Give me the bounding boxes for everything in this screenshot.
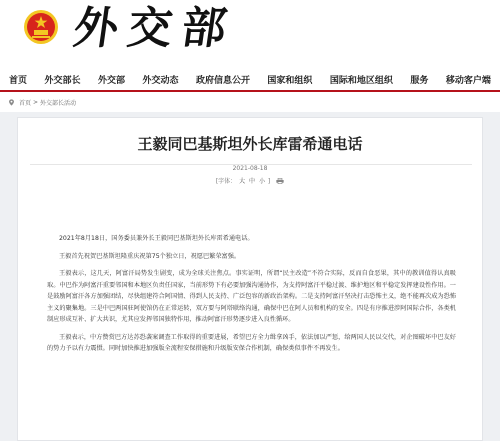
article-paragraph-1: 2021年8月18日，国务委员兼外长王毅同巴基斯坦外长库雷希通电话。 bbox=[59, 235, 254, 242]
nav-item-intl-orgs[interactable]: 国际和地区组织 bbox=[329, 76, 393, 86]
font-size-label: [字体： bbox=[215, 178, 237, 185]
font-size-end: ] bbox=[267, 178, 271, 185]
font-size-large[interactable]: 大 bbox=[239, 178, 246, 185]
nav-item-home[interactable]: 首页 bbox=[9, 76, 28, 86]
article-paragraph-3: 王毅表示，这几天，阿富汗局势发生剧变，成为全球关注焦点。事实证明，所谓“民主改造”不符合实际，反而自食恶果，其中的教训值得认真吸取。中巴作为阿富汗重要邻国和本地区负责任国家，当前形势下有必要加强沟通协作，为支持阿富汗平稳过渡、维护地区和平稳定发挥建设性作用。一是鼓励阿富汗各方加强团结，尽快组建符合阿国情、得到人民支持、广泛包容的新政治架构。二是支持阿富汗坚决打击恐怖主义，绝不能再次成为恐怖主义的聚集地。三是中巴两国驻阿使馆仍在正常运转，双方要与阿塔联络沟通，确保中巴在阿人员和机构的安全。四是有序推进涉阿国际合作，各类机制应形成互补、扩大共识，尤其应发挥邻国独特作用，推动阿富汗形势逐步进入良性循环。 bbox=[47, 270, 456, 323]
print-icon[interactable] bbox=[276, 178, 284, 184]
site-logo-text[interactable]: 外交部 bbox=[70, 3, 240, 54]
font-size-small[interactable]: 小 bbox=[258, 178, 265, 185]
font-size-medium[interactable]: 中 bbox=[249, 178, 256, 185]
article-panel bbox=[17, 117, 483, 441]
breadcrumb-home[interactable]: 首页 bbox=[19, 99, 32, 107]
article-paragraph-2: 王毅首先祝贺巴基斯坦隆重庆祝第75个独立日，祝愿巴繁荣富强。 bbox=[59, 252, 241, 260]
nav-item-info-disclosure[interactable]: 政府信息公开 bbox=[195, 76, 250, 86]
breadcrumb bbox=[8, 96, 76, 108]
nav-item-countries[interactable]: 国家和组织 bbox=[267, 76, 313, 86]
font-size-control bbox=[18, 176, 482, 185]
nav-item-minister[interactable]: 外交部长 bbox=[44, 76, 81, 86]
article-body bbox=[47, 233, 456, 361]
site-header bbox=[0, 0, 500, 72]
main-nav bbox=[0, 72, 500, 92]
article-date: 2021-08-18 bbox=[232, 165, 268, 172]
breadcrumb-section[interactable]: 外交部长活动 bbox=[40, 99, 77, 107]
nav-item-diplomatic-news[interactable]: 外交动态 bbox=[142, 76, 179, 86]
nav-item-ministry[interactable]: 外交部 bbox=[97, 76, 125, 86]
national-emblem-icon[interactable] bbox=[23, 9, 59, 45]
nav-item-mobile-client[interactable]: 移动客户端 bbox=[445, 76, 491, 86]
nav-item-services[interactable]: 服务 bbox=[410, 76, 429, 86]
article-title: 王毅同巴基斯坦外长库雷希通电话 bbox=[137, 135, 363, 153]
article-paragraph-4: 王毅表示，中方赞赏巴方达苏恐袭案调查工作取得的重要进展，希望巴方全力缉拿凶手，依法加以严惩，给两国人民以交代，对企图破坏中巴友好的势力予以有力震慑。同时加快推进加强版全流程安保措施和升级版安保合作机制，确保类似事件不再发生。 bbox=[47, 333, 456, 352]
breadcrumb-separator: > bbox=[33, 98, 39, 106]
location-pin-icon bbox=[8, 99, 15, 106]
